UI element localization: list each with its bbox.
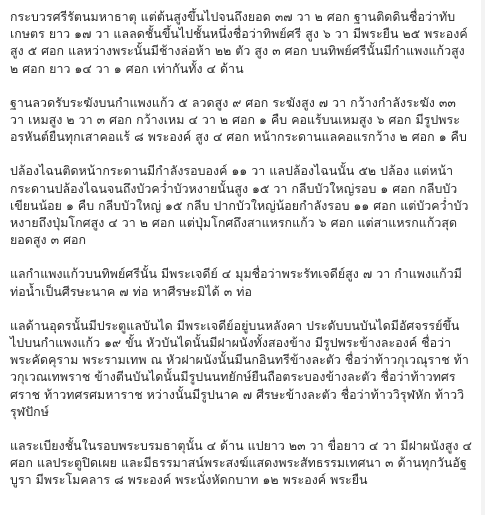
paragraph-spire-rings: ปล้องไฉนติดหน้ากระดานมีกำลังรอบองค์ ๑๑ วา แลปล้องไฉนนั้น ๕๒ ปล้อง แต่หน้ากระดานปล้องไฉนจนถึงบัวคว่ำบัวหงายนั้นสูง ๑๕ วา กลีบบัวใหญ่รอบ ๑ ศอก กลีบบัวเขียนน้อย ๑ คืบ กลีบบัวใหญ่ ๑๕ กลีบ ปากบัวใหญ่น้อยกำลังรอบ ๑๑ ศอก แต่บัวคว่ำบัวหงายถึงปุ่มโกศสูง ๔ วา ๒ ศอก แต่ปุ่มโกศถึงสาแหรกแก้ว ๖ ศอก แต่สาแหรกแก้วสุดยอดสูง ๓ ศอก <box>10 163 469 248</box>
scrollbar-thumb[interactable] <box>481 0 485 515</box>
paragraph-corner-chedis: แลกำแพงแก้วบนทิพย์ศรีนั้น มีพระเจดีย์ ๔ มุมชื่อว่าพระรัทเจดีย์สูง ๗ วา กำแพงแก้วมีท่อน้ำเป็นศีรษะนาค ๗ ท่อ หาศีรษะมิได้ ๓ ท่อ <box>10 266 462 299</box>
paragraph-inner-gallery: แลระเบียงชั้นในรอบพระบรมธาตุนั้น ๔ ด้าน แปยาว ๒๓ วา ขื่อยาว ๔ วา มีฝาผนังสูง ๔ ศอก แลประตูปิดเผย และมีธรรมาสน์พระสงฆ์แสดงพระสัทธรรมเทศนา ๓ ด้านทุกวันอัฐบูรา มีพระโมคลาร ๘ พระองค์ พระนั่งหัดกบาท ๑๒ พระองค์ พระยืน <box>10 438 472 488</box>
paragraph-chedi-base: กระบวรศรีรัตนมหาธาตุ แต่ต้นสูงขึ้นไปจนถึงยอด ๓๗ วา ๒ ศอก ฐานติดดินชื่อว่าทับเกษตร ยาว ๑๗ วา แลลดชั้นขึ้นไปชั้นหนึ่งชื่อว่าทิพย์ศรี สูง ๖ วา มีพระยืน ๒๕ พระองค์ สูง ๕ ศอก แลหว่างพระนั้นมีช้างล่อห้า ๒๒ ตัว สูง ๓ ศอก บนทิพย์ศรีนั้นมีกำแพงแก้วสูง ๒ ศอก ยาว ๑๔ วา ๑ ศอก เท่ากันทั้ง ๔ ด้าน <box>10 9 468 76</box>
paragraph-bell-base: ฐานลวดรับระฆังบนกำแพงแก้ว ๕ ลวดสูง ๙ ศอก ระฆังสูง ๗ วา กว้างกำลังระฆัง ๓๓ วา เหมสูง ๒ วา ๓ ศอก กว้างเหม ๔ วา ๒ ศอก ๑ คืบ คอแร้บนเหมสูง ๖ ศอก มีรูปพระอรหันต์ยืนทุกเสาคอแร้ ๘ พระองค์ สูง ๔ ศอก หน้ากระดานแลคอแรกว้าง ๒ ศอก ๑ คืบ <box>10 94 467 145</box>
paragraph-north-stairway: แลด้านอุดรนั้นมีประตูแลบันได มีพระเจดีย์อยู่บนหลังคา ประดับบนบันไดมีอัศจรรย์ขึ้นไปบนกำแพงแก้ว ๑๙ ขั้น หัวบันไดนั้นมีฝาผนังทั้งสองข้าง มีรูปพระข้างละองค์ ชื่อว่าพระคัดคุราม พระรามเทพ ณ หัวฝาผนังนั้นมีนกอินทรีข้างละตัว ชื่อว่าท้าวกุเวณุราช ท้าวกุเวณเทพราช ข้างตีนบันไดนั้นมีรูปนนทยักษ์ยืนถือตระบองข้างละตัว ชื่อว่าท้าวทศรศราช ท้าวทศรศมหาราช หว่างนั้นมีรูปนาค ๗ ศีรษะข้างละตัว ชื่อว่าท้าววิรุฬหัก ท้าววิรุฬปักษ์ <box>10 317 469 419</box>
vertical-scrollbar[interactable] <box>480 0 485 515</box>
